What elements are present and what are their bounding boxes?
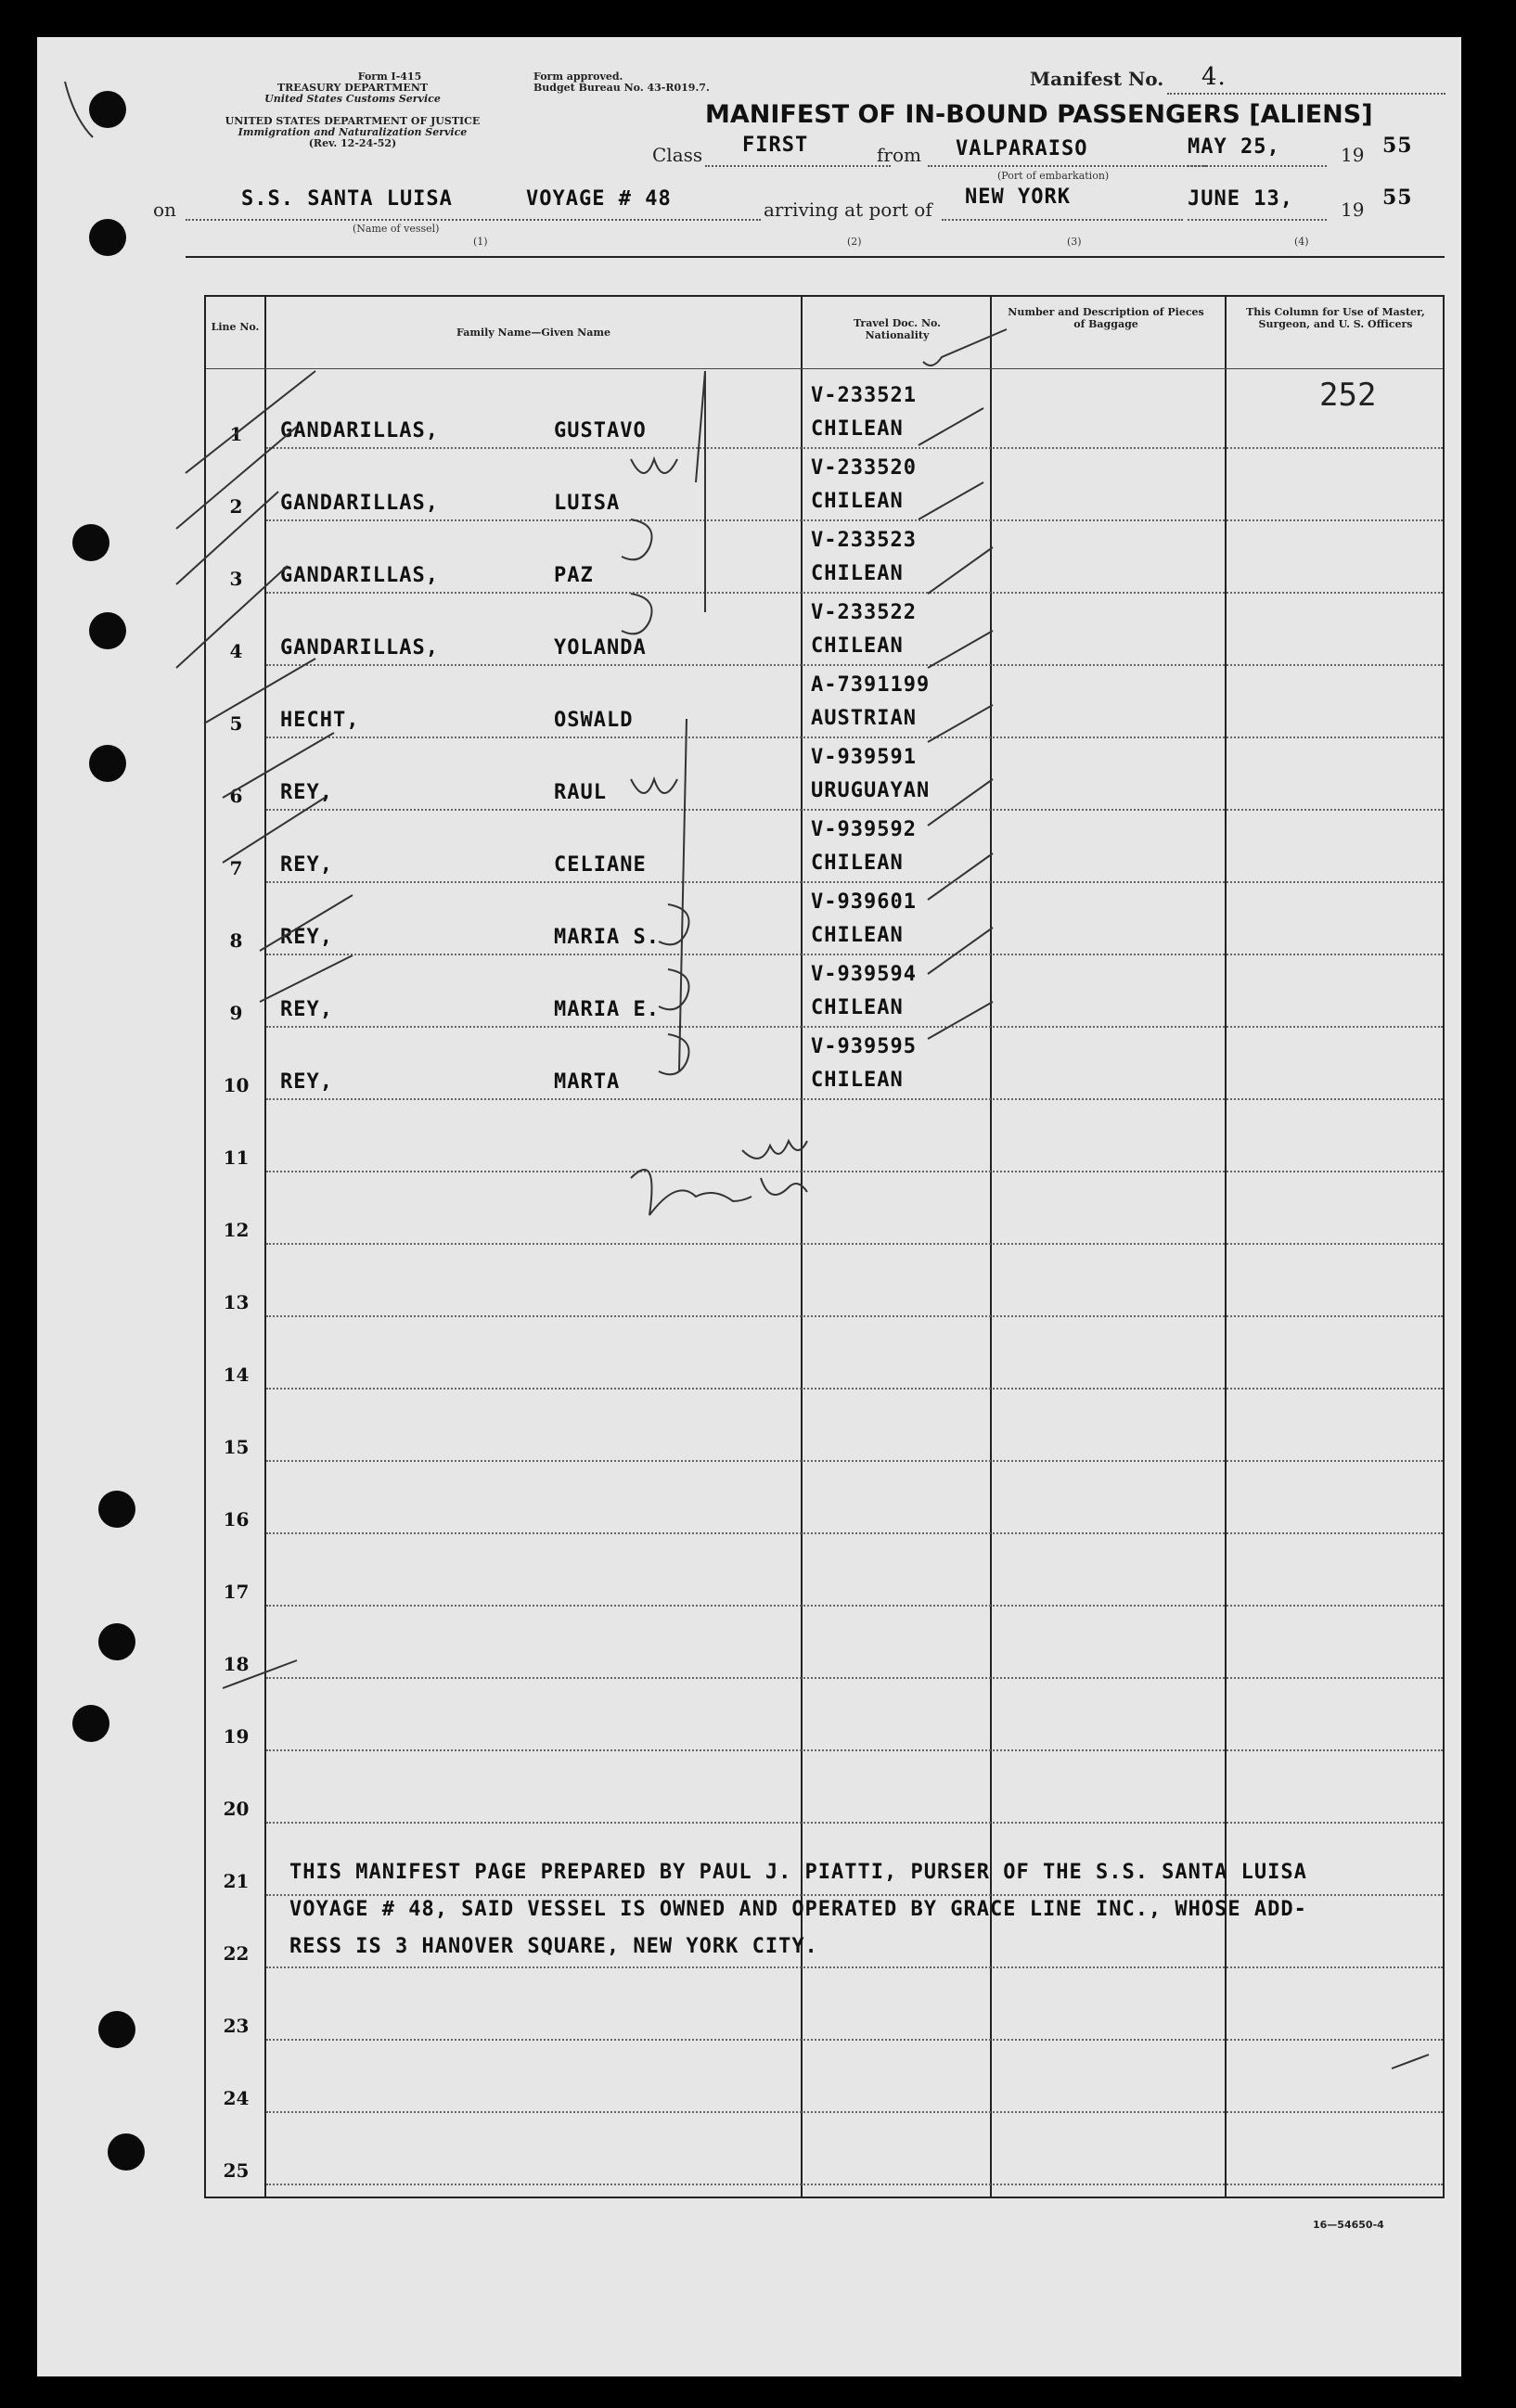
line-number: 17 <box>223 1581 250 1603</box>
arrival-year-prefix: 19 <box>1341 199 1365 221</box>
binder-hole <box>98 1623 135 1660</box>
family-name: REY, <box>280 1070 333 1094</box>
family-name: GANDARILLAS, <box>280 636 439 660</box>
line-number: 5 <box>229 712 243 735</box>
arrival-year: 55 <box>1382 186 1413 210</box>
caption-2: (2) <box>847 236 862 248</box>
manifest-sheet <box>37 37 1461 2376</box>
family-name: GANDARILLAS, <box>280 419 439 442</box>
line-number: 6 <box>229 785 243 807</box>
page-title: MANIFEST OF IN-BOUND PASSENGERS [ALIENS] <box>705 100 1373 129</box>
row-divider <box>266 736 1443 738</box>
line-number: 10 <box>223 1074 250 1096</box>
treasury-dept: TREASURY DEPARTMENT <box>276 82 429 94</box>
travel-doc-no: V-233522 <box>811 601 917 624</box>
purser-statement-line-2: VOYAGE # 48, SAID VESSEL IS OWNED AND OPERATED BY GRACE LINE INC., WHOSE ADD- <box>289 1898 1307 1921</box>
purser-statement-line-1: THIS MANIFEST PAGE PREPARED BY PAUL J. PIATTI, PURSER OF THE S.S. SANTA LUISA <box>289 1861 1307 1884</box>
row-divider <box>266 1243 1443 1245</box>
given-name: PAZ <box>554 564 594 587</box>
nationality: CHILEAN <box>811 924 904 947</box>
nationality: CHILEAN <box>811 562 904 585</box>
row-divider <box>266 2184 1443 2185</box>
line-number: 11 <box>223 1146 250 1169</box>
family-name: REY, <box>280 781 333 804</box>
row-divider <box>266 881 1443 883</box>
vessel-name: S.S. SANTA LUISA <box>241 187 453 211</box>
binder-hole <box>89 219 126 256</box>
class-line <box>705 165 891 167</box>
form-number: Form I-415 <box>357 70 422 83</box>
manifest-no-value: 4. <box>1201 63 1227 91</box>
row-divider <box>266 1315 1443 1317</box>
nationality: CHILEAN <box>811 490 904 513</box>
travel-doc-no: V-939595 <box>811 1035 917 1058</box>
row-divider <box>266 1677 1443 1679</box>
nationality: CHILEAN <box>811 634 904 658</box>
binder-hole <box>89 745 126 782</box>
family-name: REY, <box>280 853 333 877</box>
given-name: YOLANDA <box>554 636 647 660</box>
port-caption: (Port of embarkation) <box>997 170 1110 182</box>
given-name: LUISA <box>554 492 621 515</box>
family-name: REY, <box>280 926 333 949</box>
travel-doc-no: V-939592 <box>811 818 917 841</box>
given-name: MARIA E. <box>554 998 660 1021</box>
travel-doc-no: V-233523 <box>811 529 917 552</box>
line-number: 13 <box>223 1291 250 1313</box>
row-divider <box>266 1966 1443 1968</box>
travel-doc-no: V-939594 <box>811 963 917 986</box>
travel-doc-no: A-7391199 <box>811 673 931 697</box>
row-divider <box>266 809 1443 811</box>
class-value: FIRST <box>742 134 809 157</box>
family-name: GANDARILLAS, <box>280 492 439 515</box>
given-name: GUSTAVO <box>554 419 647 442</box>
nationality: CHILEAN <box>811 1069 904 1092</box>
ins-service: Immigration and Naturalization Service <box>238 126 468 138</box>
line-number: 2 <box>229 495 243 518</box>
row-divider <box>266 1098 1443 1100</box>
travel-doc-no: V-939591 <box>811 746 917 769</box>
col-header-line-no: Line No. <box>211 321 260 333</box>
manifest-no-label: Manifest No. <box>1030 68 1164 90</box>
family-name: HECHT, <box>280 709 360 732</box>
arrival-port-line <box>942 219 1183 221</box>
header-rule <box>186 256 1445 258</box>
from-label: from <box>877 144 921 166</box>
passenger-table <box>204 295 1445 2198</box>
nationality: CHILEAN <box>811 417 904 441</box>
row-divider <box>266 2111 1443 2113</box>
form-approved: Form approved. <box>533 70 623 83</box>
row-divider <box>266 1171 1443 1172</box>
nationality: CHILEAN <box>811 852 904 875</box>
line-number: 14 <box>223 1364 250 1386</box>
purser-statement-line-3: RESS IS 3 HANOVER SQUARE, NEW YORK CITY. <box>289 1935 818 1958</box>
line-number: 4 <box>229 640 243 662</box>
voyage-no: VOYAGE # 48 <box>526 187 672 211</box>
line-number: 9 <box>229 1002 243 1024</box>
line-number: 1 <box>229 423 243 445</box>
line-number: 15 <box>223 1436 250 1458</box>
depart-date-line <box>1188 165 1327 167</box>
row-divider <box>266 519 1443 521</box>
depart-year-prefix: 19 <box>1341 144 1365 166</box>
line-number: 3 <box>229 568 243 590</box>
from-value: VALPARAISO <box>956 137 1088 160</box>
arriving-label: arriving at port of <box>764 199 932 221</box>
vessel-caption: (Name of vessel) <box>353 223 440 235</box>
line-number: 22 <box>223 1942 250 1965</box>
row-divider <box>266 954 1443 955</box>
nationality: URUGUAYAN <box>811 779 931 802</box>
travel-doc-no: V-233521 <box>811 384 917 407</box>
given-name: MARIA S. <box>554 926 660 949</box>
caption-4: (4) <box>1294 236 1309 248</box>
binder-hole <box>72 524 109 561</box>
depart-date: MAY 25, <box>1188 135 1280 159</box>
row-divider <box>266 1460 1443 1462</box>
col-header-travel-doc: Travel Doc. No. Nationality <box>854 317 941 341</box>
manifest-no-line <box>1167 93 1445 95</box>
row-divider <box>266 592 1443 594</box>
justice-dept: UNITED STATES DEPARTMENT OF JUSTICE <box>225 115 481 127</box>
row-divider <box>266 1026 1443 1028</box>
line-number: 20 <box>223 1798 250 1820</box>
given-name: RAUL <box>554 781 607 804</box>
arrival-port: NEW YORK <box>965 186 1071 209</box>
col-header-officers: This Column for Use of Master, Surgeon, and U. S. Officers <box>1246 306 1425 330</box>
line-number: 12 <box>223 1219 250 1241</box>
line-number: 16 <box>223 1508 250 1531</box>
from-line <box>928 165 1206 167</box>
given-name: OSWALD <box>554 709 634 732</box>
column-header-rule <box>206 368 1443 369</box>
class-label: Class <box>652 144 703 166</box>
binder-hole <box>108 2133 145 2171</box>
nationality: CHILEAN <box>811 996 904 1019</box>
line-number: 21 <box>223 1870 250 1892</box>
binder-hole <box>89 91 126 128</box>
col-header-baggage: Number and Description of Pieces of Baggage <box>1008 306 1204 330</box>
arrival-date: JUNE 13, <box>1188 187 1293 211</box>
depart-year: 55 <box>1382 134 1413 158</box>
vessel-line <box>186 219 761 221</box>
row-divider <box>266 664 1443 666</box>
caption-3: (3) <box>1067 236 1082 248</box>
binder-hole <box>98 1491 135 1528</box>
row-divider <box>266 1532 1443 1534</box>
nationality: AUSTRIAN <box>811 707 917 730</box>
line-number: 23 <box>223 2015 250 2037</box>
row-divider <box>266 1388 1443 1390</box>
line-number: 24 <box>223 2087 250 2109</box>
line-number: 19 <box>223 1725 250 1748</box>
arrival-date-line <box>1188 219 1327 221</box>
binder-hole <box>89 612 126 649</box>
family-name: REY, <box>280 998 333 1021</box>
on-label: on <box>153 199 176 221</box>
customs-service: United States Customs Service <box>264 93 441 105</box>
given-name: CELIANE <box>554 853 647 877</box>
row-divider <box>266 2039 1443 2041</box>
budget-bureau: Budget Bureau No. 43-R019.7. <box>533 82 710 94</box>
officer-count: 252 <box>1319 377 1377 414</box>
caption-1: (1) <box>473 236 488 248</box>
binder-hole <box>98 2011 135 2048</box>
row-divider <box>266 1749 1443 1751</box>
col-header-name: Family Name—Given Name <box>456 327 610 339</box>
line-number: 8 <box>229 929 243 952</box>
row-divider <box>266 447 1443 449</box>
family-name: GANDARILLAS, <box>280 564 439 587</box>
binder-hole <box>72 1705 109 1742</box>
form-code: 16—54650-4 <box>1313 2219 1384 2231</box>
travel-doc-no: V-233520 <box>811 456 917 480</box>
revision: (Rev. 12-24-52) <box>308 137 397 149</box>
given-name: MARTA <box>554 1070 621 1094</box>
line-number: 18 <box>223 1653 250 1675</box>
travel-doc-no: V-939601 <box>811 890 917 914</box>
row-divider <box>266 1894 1443 1896</box>
row-divider <box>266 1605 1443 1607</box>
line-number: 25 <box>223 2159 250 2182</box>
line-number: 7 <box>229 857 243 879</box>
row-divider <box>266 1822 1443 1824</box>
